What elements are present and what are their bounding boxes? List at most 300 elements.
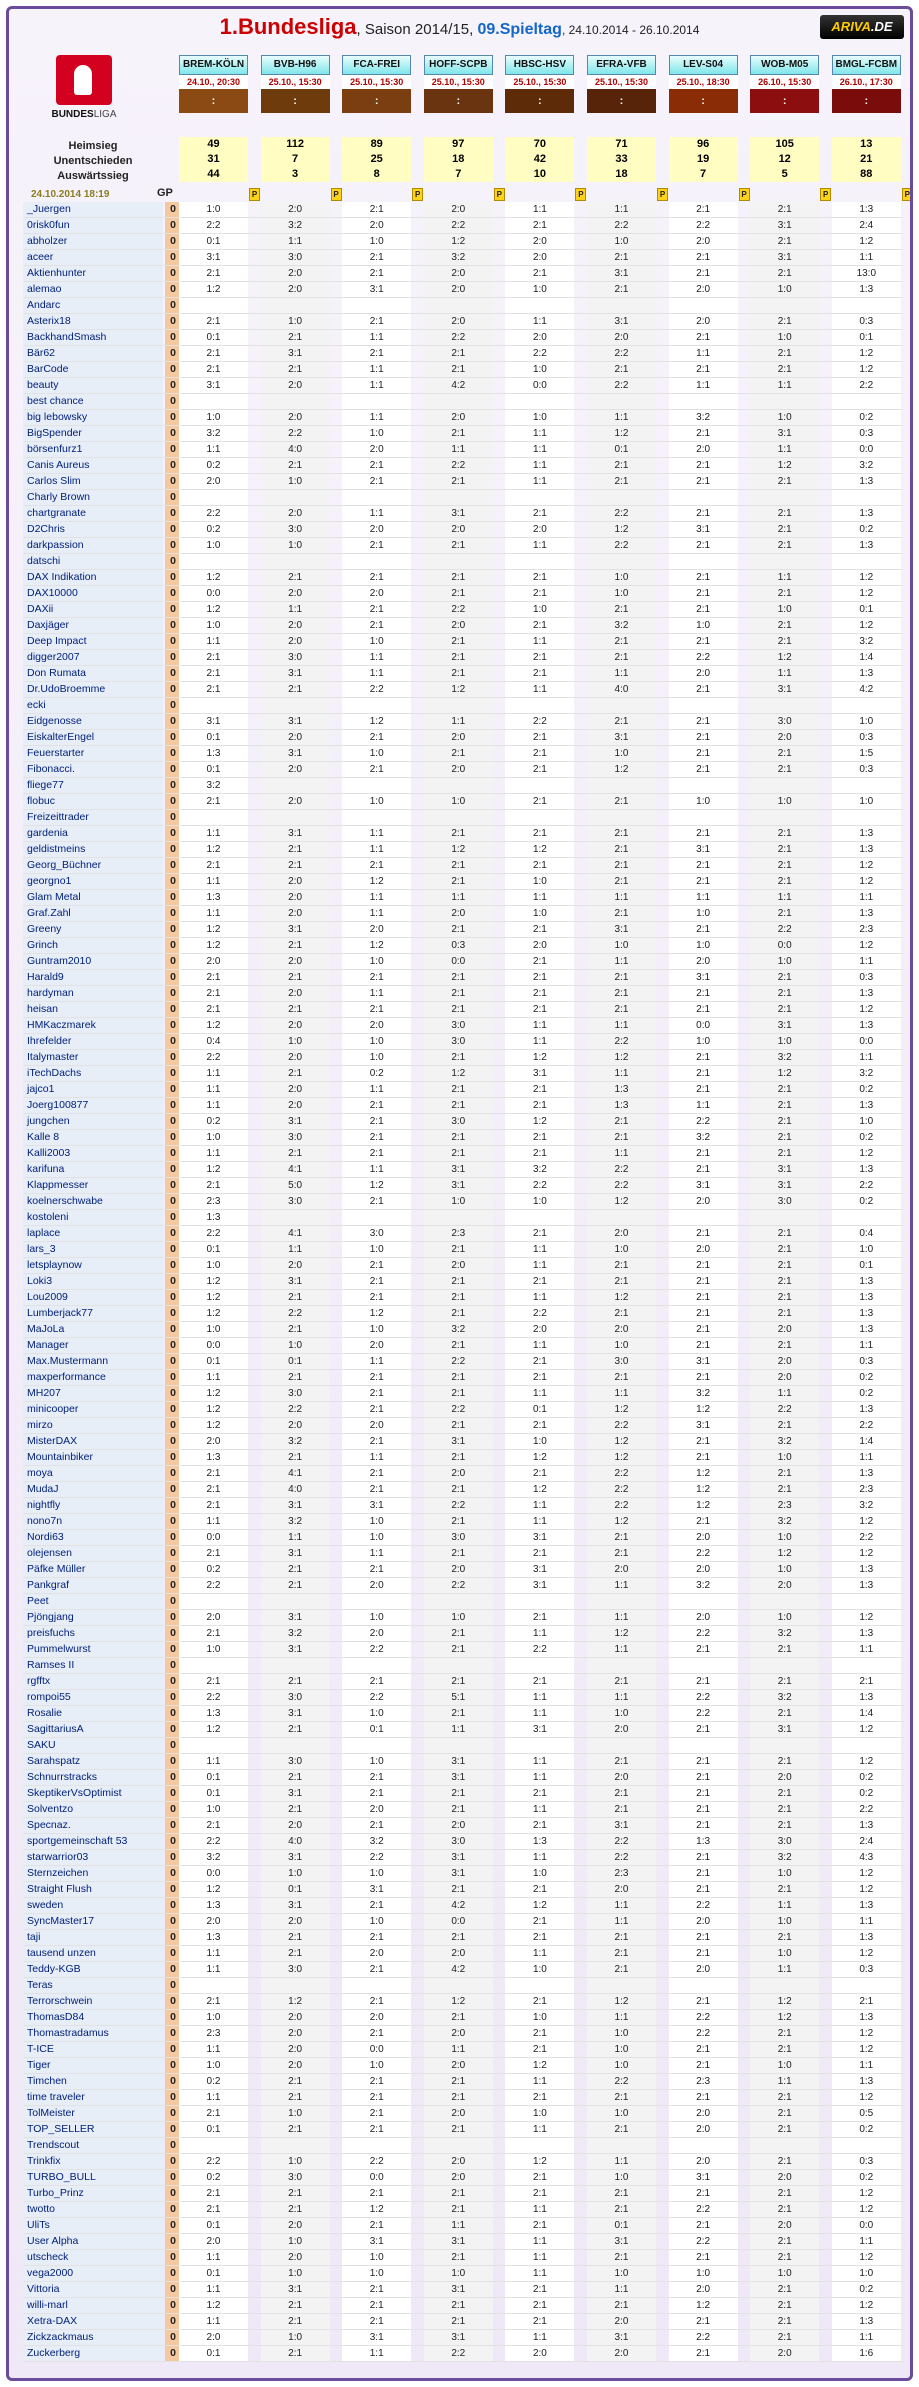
table-row [23, 442, 903, 458]
player-name[interactable]: Teddy-KGB [23, 1962, 163, 1977]
player-name[interactable]: BarCode [23, 362, 163, 377]
tip-cell: 2:1 [750, 1002, 819, 1017]
player-name[interactable]: Manager [23, 1338, 163, 1353]
player-name[interactable]: Greeny [23, 922, 163, 937]
table-row [23, 1354, 903, 1370]
player-name[interactable]: big lebowsky [23, 410, 163, 425]
tip-cell: 0:5 [832, 2106, 901, 2121]
player-name[interactable]: Andarc [23, 298, 163, 313]
player-name[interactable]: UliTs [23, 2218, 163, 2233]
tip-cell: 2:1 [505, 1546, 574, 1561]
tip-cell: 0:0 [424, 1914, 493, 1929]
stat-away-count: 5 [781, 168, 788, 180]
tip-cell: 1:1 [587, 1914, 656, 1929]
player-points: 0 [165, 474, 181, 489]
player-name[interactable]: MaJoLa [23, 1322, 163, 1337]
tip-cell: 2:0 [261, 634, 330, 649]
tip-cell: 1:3 [832, 474, 901, 489]
tip-cell: 1:3 [179, 1898, 248, 1913]
player-name[interactable]: Schnurrstracks [23, 1770, 163, 1785]
tip-cell: 2:2 [424, 1354, 493, 1369]
tip-cell: 2:2 [587, 1034, 656, 1049]
tip-cell: 1:2 [669, 1466, 738, 1481]
match-score-bar: : [750, 89, 819, 113]
player-name[interactable]: Specnaz. [23, 1818, 163, 1833]
player-name[interactable]: TOP_SELLER [23, 2122, 163, 2137]
player-name[interactable]: Turbo_Prinz [23, 2186, 163, 2201]
player-name[interactable]: SagittariusA [23, 1722, 163, 1737]
tip-cell: 2:2 [669, 1690, 738, 1705]
player-name[interactable]: Freizeittrader [23, 810, 163, 825]
tip-cell: 2:1 [669, 1050, 738, 1065]
player-name[interactable]: mirzo [23, 1418, 163, 1433]
table-row [23, 458, 903, 474]
player-name[interactable]: Sternzeichen [23, 1866, 163, 1881]
tip-cell: 1:0 [750, 330, 819, 345]
tip-cell: 2:2 [587, 1162, 656, 1177]
player-name[interactable]: User Alpha [23, 2234, 163, 2249]
tip-cell: 1:1 [832, 954, 901, 969]
tip-cell: 2:0 [179, 1914, 248, 1929]
player-name[interactable]: DAXii [23, 602, 163, 617]
tip-cell: 1:0 [505, 1962, 574, 1977]
player-name[interactable]: Glam Metal [23, 890, 163, 905]
tip-cell: 2:1 [342, 1930, 411, 1945]
player-name[interactable]: Timchen [23, 2074, 163, 2089]
player-name[interactable]: Päfke Müller [23, 1562, 163, 1577]
tip-cell: 2:1 [587, 2250, 656, 2265]
player-points: 0 [165, 2282, 181, 2297]
tip-cell: 2:2 [587, 538, 656, 553]
player-name[interactable]: geldistmeins [23, 842, 163, 857]
player-name[interactable]: HMKaczmarek [23, 1018, 163, 1033]
player-name[interactable]: Trendscout [23, 2138, 163, 2153]
player-name[interactable]: letsplaynow [23, 1258, 163, 1273]
player-name[interactable]: laplace [23, 1226, 163, 1241]
tip-cell: 2:0 [505, 234, 574, 249]
player-name[interactable]: Guntram2010 [23, 954, 163, 969]
player-name[interactable]: jungchen [23, 1114, 163, 1129]
player-name[interactable]: taji [23, 1930, 163, 1945]
tip-cell: 1:0 [750, 2266, 819, 2281]
tip-cell: 1:2 [179, 842, 248, 857]
tip-cell: 2:1 [669, 474, 738, 489]
tip-cell [669, 298, 738, 313]
tip-cell: 1:1 [750, 666, 819, 681]
player-name[interactable]: Thomastradamus [23, 2026, 163, 2041]
player-name[interactable]: DAX Indikation [23, 570, 163, 585]
player-name[interactable]: moya [23, 1466, 163, 1481]
tip-cell: 2:1 [750, 1098, 819, 1113]
tip-cell: 1:1 [505, 1034, 574, 1049]
tip-cell: 0:3 [832, 730, 901, 745]
player-name[interactable]: karifuna [23, 1162, 163, 1177]
player-name[interactable]: Klappmesser [23, 1178, 163, 1193]
tip-cell: 3:1 [750, 1722, 819, 1737]
tip-cell: 1:3 [179, 890, 248, 905]
player-name[interactable]: Eidgenosse [23, 714, 163, 729]
ariva-logo[interactable] [820, 15, 904, 39]
player-name[interactable]: gardenia [23, 826, 163, 841]
player-points: 0 [165, 2298, 181, 2313]
tip-cell: 1:0 [750, 1866, 819, 1881]
tip-cell: 2:1 [342, 1002, 411, 1017]
player-points: 0 [165, 362, 181, 377]
player-points: 0 [165, 810, 181, 825]
table-row [23, 1290, 903, 1306]
match-score-bar: : [587, 89, 656, 113]
tip-cell: 2:0 [261, 618, 330, 633]
match-name: WOB-M05 [750, 55, 819, 75]
tip-cell: 0:0 [832, 2218, 901, 2233]
player-points: 0 [165, 1274, 181, 1289]
player-name[interactable]: TURBO_BULL [23, 2170, 163, 2185]
tip-cell: 1:2 [424, 234, 493, 249]
tip-cell: 1:0 [505, 362, 574, 377]
player-name[interactable]: T-ICE [23, 2042, 163, 2057]
tip-cell: 2:1 [750, 1226, 819, 1241]
tip-cell: 2:1 [669, 1802, 738, 1817]
tip-cell: 2:1 [750, 2186, 819, 2201]
tip-cell: 2:0 [669, 2282, 738, 2297]
player-name[interactable]: Daxjäger [23, 618, 163, 633]
tip-cell: 2:1 [505, 746, 574, 761]
player-name[interactable]: Pummelwurst [23, 1642, 163, 1657]
tip-cell: 2:1 [424, 1050, 493, 1065]
tip-cell: 1:2 [342, 938, 411, 953]
tip-cell: 2:1 [505, 1466, 574, 1481]
player-name[interactable]: Canis Aureus [23, 458, 163, 473]
player-name[interactable]: best chance [23, 394, 163, 409]
tip-cell: 1:0 [261, 1338, 330, 1353]
tip-cell: 0:3 [832, 1354, 901, 1369]
tip-cell: 2:1 [342, 2282, 411, 2297]
player-name[interactable]: alemao [23, 282, 163, 297]
player-name[interactable]: koelnerschwabe [23, 1194, 163, 1209]
player-name[interactable]: Ramses II [23, 1658, 163, 1673]
tip-cell: 2:1 [669, 874, 738, 889]
tip-cell: 3:1 [587, 730, 656, 745]
tip-cell: 2:1 [669, 2314, 738, 2329]
player-name[interactable]: DAX10000 [23, 586, 163, 601]
player-name[interactable]: Aktienhunter [23, 266, 163, 281]
tip-cell: 2:1 [750, 2314, 819, 2329]
player-name[interactable]: Harald9 [23, 970, 163, 985]
tip-cell [750, 1594, 819, 1609]
player-name[interactable]: Terrorschwein [23, 1994, 163, 2009]
tip-cell: 2:0 [261, 1258, 330, 1273]
player-name[interactable]: Joerg100877 [23, 1098, 163, 1113]
player-name[interactable]: rompoi55 [23, 1690, 163, 1705]
player-name[interactable]: Tiger [23, 2058, 163, 2073]
player-name[interactable]: Solventzo [23, 1802, 163, 1817]
tip-cell: 1:3 [832, 1322, 901, 1337]
tip-cell: 2:1 [424, 858, 493, 873]
player-name[interactable]: lars_3 [23, 1242, 163, 1257]
player-name[interactable]: ecki [23, 698, 163, 713]
tip-cell: 2:1 [179, 682, 248, 697]
player-name[interactable]: nightfly [23, 1498, 163, 1513]
tip-cell: 2:1 [669, 1290, 738, 1305]
tip-cell: 1:1 [587, 890, 656, 905]
tip-cell: 2:0 [342, 1802, 411, 1817]
tip-cell [669, 1210, 738, 1225]
table-row [23, 2234, 903, 2250]
player-points: 0 [165, 1738, 181, 1753]
player-name[interactable]: abholzer [23, 234, 163, 249]
player-name[interactable]: heisan [23, 1002, 163, 1017]
tip-cell: 2:1 [750, 2042, 819, 2057]
tip-cell: 1:3 [179, 1450, 248, 1465]
tip-cell: 0:2 [832, 2170, 901, 2185]
player-name[interactable]: Graf.Zahl [23, 906, 163, 921]
tip-cell: 2:1 [505, 1082, 574, 1097]
table-row [23, 634, 903, 650]
tip-cell: 2:1 [179, 1818, 248, 1833]
tip-cell: 2:1 [424, 1306, 493, 1321]
player-points: 0 [165, 1722, 181, 1737]
tip-cell: 2:1 [587, 634, 656, 649]
player-name[interactable]: Carlos Slim [23, 474, 163, 489]
player-name[interactable]: maxperformance [23, 1370, 163, 1385]
player-name[interactable]: twotto [23, 2202, 163, 2217]
player-name[interactable]: Asterix18 [23, 314, 163, 329]
player-name[interactable]: Peet [23, 1594, 163, 1609]
player-name[interactable]: BigSpender [23, 426, 163, 441]
table-row [23, 1994, 903, 2010]
player-name[interactable]: hardyman [23, 986, 163, 1001]
player-name[interactable]: EiskalterEngel [23, 730, 163, 745]
tip-cell: 2:1 [505, 2026, 574, 2041]
player-name[interactable]: rgfftx [23, 1674, 163, 1689]
tip-cell: 2:1 [505, 2314, 574, 2329]
tip-cell: 1:0 [669, 794, 738, 809]
tip-cell: 2:0 [342, 442, 411, 457]
player-name[interactable]: flobuc [23, 794, 163, 809]
table-row [23, 1690, 903, 1706]
tip-cell: 2:1 [587, 1546, 656, 1561]
player-name[interactable]: Mountainbiker [23, 1450, 163, 1465]
player-name[interactable]: ThomasD84 [23, 2010, 163, 2025]
tip-cell: 1:0 [505, 410, 574, 425]
tip-cell [669, 1978, 738, 1993]
table-row [23, 874, 903, 890]
tip-cell: 3:1 [424, 1434, 493, 1449]
player-name[interactable]: chartgranate [23, 506, 163, 521]
tip-cell: 1:3 [832, 1626, 901, 1641]
player-name[interactable]: börsenfurz1 [23, 442, 163, 457]
tip-cell: 2:1 [505, 2186, 574, 2201]
tip-cell: 1:1 [505, 1946, 574, 1961]
player-name[interactable]: SyncMaster17 [23, 1914, 163, 1929]
tip-cell [342, 1978, 411, 1993]
tip-cell: 1:2 [505, 2154, 574, 2169]
player-name[interactable]: Loki3 [23, 1274, 163, 1289]
player-name[interactable]: minicooper [23, 1402, 163, 1417]
tip-cell: 1:0 [342, 1322, 411, 1337]
tip-cell: 4:2 [424, 1898, 493, 1913]
player-name[interactable]: Dr.UdoBroemme [23, 682, 163, 697]
player-name[interactable]: time traveler [23, 2090, 163, 2105]
table-row [23, 1130, 903, 1146]
player-points: 0 [165, 2266, 181, 2281]
tip-cell: 3:1 [261, 826, 330, 841]
player-name[interactable]: Zickzackmaus [23, 2330, 163, 2345]
player-name[interactable]: Kalle 8 [23, 1130, 163, 1145]
player-name[interactable]: willi-marl [23, 2298, 163, 2313]
player-name[interactable]: Fibonacci. [23, 762, 163, 777]
player-name[interactable]: Bär62 [23, 346, 163, 361]
player-name[interactable]: Vittoria [23, 2282, 163, 2297]
player-name[interactable]: Max.Mustermann [23, 1354, 163, 1369]
tip-cell: 2:1 [669, 2042, 738, 2057]
player-name[interactable]: Pankgraf [23, 1578, 163, 1593]
tip-cell: 2:1 [669, 714, 738, 729]
tip-cell: 2:1 [261, 2346, 330, 2361]
tip-cell: 3:2 [832, 458, 901, 473]
player-name[interactable]: starwarrior03 [23, 1850, 163, 1865]
player-name[interactable]: SAKU [23, 1738, 163, 1753]
player-name[interactable]: kostoleni [23, 1210, 163, 1225]
tip-cell: 1:1 [342, 2346, 411, 2361]
player-name[interactable]: Pjöngjang [23, 1610, 163, 1625]
tip-cell: 1:0 [505, 874, 574, 889]
player-name[interactable]: digger2007 [23, 650, 163, 665]
tip-cell: 2:2 [587, 1482, 656, 1497]
tip-cell: 2:0 [261, 986, 330, 1001]
tip-cell: 1:2 [179, 1418, 248, 1433]
player-name[interactable]: _Juergen [23, 202, 163, 217]
tip-cell: 2:1 [750, 2298, 819, 2313]
tip-cell: 2:0 [261, 202, 330, 217]
player-name[interactable]: sportgemeinschaft 53 [23, 1834, 163, 1849]
player-name[interactable]: Sarahspatz [23, 1754, 163, 1769]
player-name[interactable]: jajco1 [23, 1082, 163, 1097]
tip-cell: 2:1 [505, 1786, 574, 1801]
tip-cell: 1:0 [261, 2234, 330, 2249]
player-name[interactable]: georgno1 [23, 874, 163, 889]
tip-cell: 2:1 [750, 1306, 819, 1321]
tip-cell: 1:3 [832, 2010, 901, 2025]
player-name[interactable]: Italymaster [23, 1050, 163, 1065]
player-name[interactable]: MH207 [23, 1386, 163, 1401]
player-name[interactable]: utscheck [23, 2250, 163, 2265]
player-name[interactable]: vega2000 [23, 2266, 163, 2281]
tip-cell: 1:2 [424, 1066, 493, 1081]
player-name[interactable]: Charly Brown [23, 490, 163, 505]
tip-cell: 2:0 [261, 906, 330, 921]
tip-cell: 1:1 [832, 2058, 901, 2073]
tip-cell: 1:2 [832, 2090, 901, 2105]
tip-cell [832, 1658, 901, 1673]
player-name[interactable]: tausend unzen [23, 1946, 163, 1961]
player-name[interactable]: olejensen [23, 1546, 163, 1561]
player-name[interactable]: Grinch [23, 938, 163, 953]
tip-cell: 2:1 [587, 362, 656, 377]
tip-cell: 0:0 [832, 1034, 901, 1049]
points-marker: P [739, 188, 750, 201]
tip-cell: 2:0 [342, 586, 411, 601]
player-name[interactable]: Trinkfix [23, 2154, 163, 2169]
tip-cell: 2:1 [669, 1322, 738, 1337]
player-name[interactable]: darkpassion [23, 538, 163, 553]
player-name[interactable]: Teras [23, 1978, 163, 1993]
player-name[interactable]: preisfuchs [23, 1626, 163, 1641]
player-name[interactable]: D2Chris [23, 522, 163, 537]
table-row [23, 858, 903, 874]
player-name[interactable]: 0risk0fun [23, 218, 163, 233]
player-name[interactable]: MudaJ [23, 1482, 163, 1497]
player-name[interactable]: Zuckerberg [23, 2346, 163, 2361]
player-points: 0 [165, 1082, 181, 1097]
player-name[interactable]: MisterDAX [23, 1434, 163, 1449]
player-name[interactable]: Don Rumata [23, 666, 163, 681]
tip-cell: 3:1 [261, 1706, 330, 1721]
tip-cell: 1:1 [587, 202, 656, 217]
match-name: BREM-KÖLN [179, 55, 248, 75]
player-name[interactable]: sweden [23, 1898, 163, 1913]
tip-cell: 1:0 [587, 2266, 656, 2281]
player-name[interactable]: Nordi63 [23, 1530, 163, 1545]
player-name[interactable]: Rosalie [23, 1706, 163, 1721]
tip-cell: 2:1 [750, 202, 819, 217]
table-row [23, 394, 903, 410]
tip-cell: 2:0 [261, 2010, 330, 2025]
player-name[interactable]: iTechDachs [23, 1066, 163, 1081]
player-name[interactable]: Feuerstarter [23, 746, 163, 761]
tip-cell: 2:1 [669, 458, 738, 473]
tip-cell: 2:1 [669, 1162, 738, 1177]
tip-cell: 2:1 [587, 1130, 656, 1145]
player-name[interactable]: Xetra-DAX [23, 2314, 163, 2329]
player-name[interactable]: Georg_Büchner [23, 858, 163, 873]
player-name[interactable]: datschi [23, 554, 163, 569]
tip-cell: 1:0 [750, 1034, 819, 1049]
tip-cell: 2:1 [750, 1130, 819, 1145]
tip-cell: 3:0 [424, 1530, 493, 1545]
tip-cell: 2:1 [424, 1242, 493, 1257]
player-name[interactable]: TolMeister [23, 2106, 163, 2121]
player-name[interactable]: beauty [23, 378, 163, 393]
player-name[interactable]: Lou2009 [23, 1290, 163, 1305]
tip-cell: 2:1 [342, 2218, 411, 2233]
player-name[interactable]: fliege77 [23, 778, 163, 793]
player-name[interactable]: BackhandSmash [23, 330, 163, 345]
tip-cell: 0:0 [179, 586, 248, 601]
stat-label-away: Auswärtssieg [57, 170, 129, 182]
tip-cell: 1:0 [587, 586, 656, 601]
player-name[interactable]: nono7n [23, 1514, 163, 1529]
tip-cell: 2:0 [261, 730, 330, 745]
player-name[interactable]: Straight Flush [23, 1882, 163, 1897]
tip-cell: 2:1 [179, 2202, 248, 2217]
tip-cell: 1:1 [750, 890, 819, 905]
table-row [23, 1610, 903, 1626]
player-name[interactable]: Deep Impact [23, 634, 163, 649]
player-name[interactable]: aceer [23, 250, 163, 265]
player-points: 0 [165, 1386, 181, 1401]
player-name[interactable]: SkeptikerVsOptimist [23, 1786, 163, 1801]
player-points: 0 [165, 1914, 181, 1929]
tip-cell: 2:1 [832, 1674, 901, 1689]
tip-cell: 1:0 [587, 1706, 656, 1721]
player-name[interactable]: Ihrefelder [23, 1034, 163, 1049]
player-name[interactable]: Kalli2003 [23, 1146, 163, 1161]
player-name[interactable]: Lumberjack77 [23, 1306, 163, 1321]
tip-cell: 0:2 [832, 1194, 901, 1209]
tip-cell: 2:1 [424, 1418, 493, 1433]
tip-cell [669, 778, 738, 793]
